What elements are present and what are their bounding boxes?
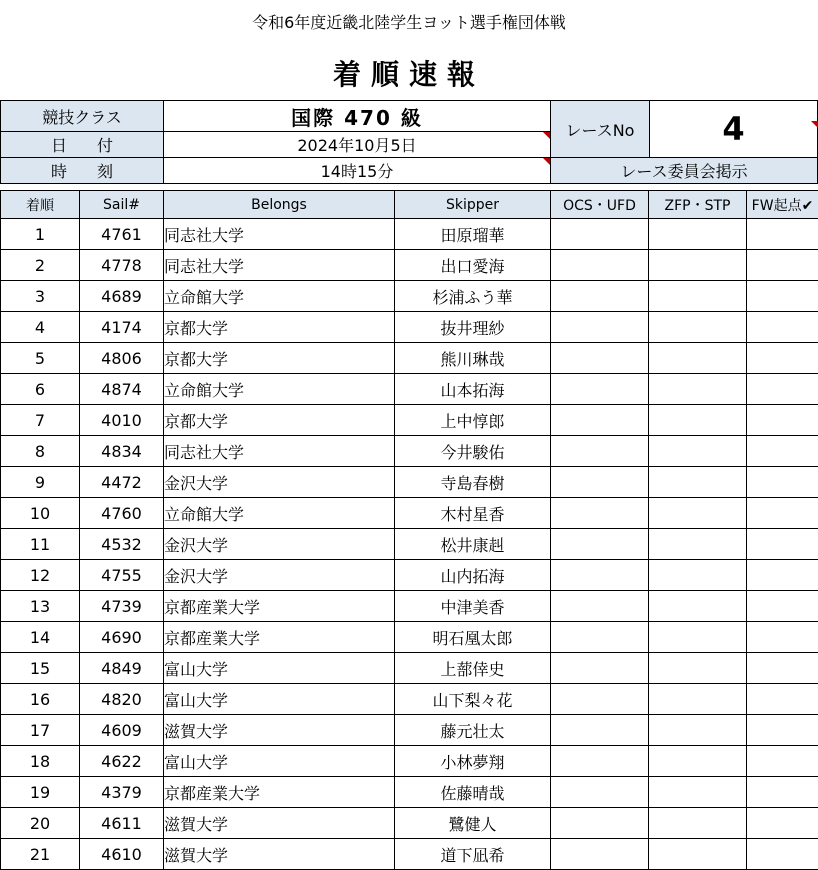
skipper-cell[interactable]: 藤元壮太 — [395, 715, 551, 746]
rank-cell[interactable]: 4 — [1, 312, 80, 343]
sail-number-cell[interactable]: 4379 — [80, 777, 164, 808]
sail-number-cell[interactable]: 4690 — [80, 622, 164, 653]
comment-marker-icon[interactable] — [543, 132, 550, 139]
results-body — [1, 219, 818, 870]
table-row — [1, 405, 818, 436]
zfp-stp-cell[interactable] — [649, 839, 747, 870]
zfp-stp-cell[interactable] — [649, 343, 747, 374]
table-row — [1, 343, 818, 374]
fw-check-cell[interactable] — [747, 250, 818, 281]
belongs-cell[interactable]: 同志社大学 — [164, 219, 395, 250]
date-value[interactable]: 2024年10月5日 — [163, 131, 551, 158]
column-header-sail[interactable]: Sail# — [80, 191, 164, 219]
zfp-stp-cell[interactable] — [649, 808, 747, 839]
rank-cell[interactable]: 14 — [1, 622, 80, 653]
table-header-row — [1, 191, 818, 219]
sail-number-cell[interactable]: 4610 — [80, 839, 164, 870]
fw-check-cell[interactable] — [747, 436, 818, 467]
rank-cell[interactable]: 11 — [1, 529, 80, 560]
rank-cell[interactable]: 17 — [1, 715, 80, 746]
ocs-ufd-cell[interactable] — [551, 529, 649, 560]
rank-cell[interactable]: 6 — [1, 374, 80, 405]
fw-check-cell[interactable] — [747, 219, 818, 250]
rank-cell[interactable]: 1 — [1, 219, 80, 250]
sail-number-cell[interactable]: 4532 — [80, 529, 164, 560]
zfp-stp-cell[interactable] — [649, 250, 747, 281]
zfp-stp-cell[interactable] — [649, 529, 747, 560]
ocs-ufd-cell[interactable] — [551, 250, 649, 281]
rank-cell[interactable]: 7 — [1, 405, 80, 436]
rank-cell[interactable]: 15 — [1, 653, 80, 684]
skipper-cell[interactable]: 佐藤晴哉 — [395, 777, 551, 808]
rank-cell[interactable]: 3 — [1, 281, 80, 312]
rank-cell[interactable]: 19 — [1, 777, 80, 808]
table-row — [1, 591, 818, 622]
rank-cell[interactable]: 16 — [1, 684, 80, 715]
table-row — [1, 467, 818, 498]
fw-check-cell[interactable] — [747, 405, 818, 436]
fw-check-cell[interactable] — [747, 281, 818, 312]
sail-number-cell[interactable]: 4760 — [80, 498, 164, 529]
table-row — [1, 684, 818, 715]
sail-number-cell[interactable]: 4874 — [80, 374, 164, 405]
ocs-ufd-cell[interactable] — [551, 374, 649, 405]
table-row — [1, 808, 818, 839]
table-row — [1, 498, 818, 529]
sail-number-cell[interactable]: 4755 — [80, 560, 164, 591]
zfp-stp-cell[interactable] — [649, 560, 747, 591]
column-header-belongs[interactable]: Belongs — [164, 191, 395, 219]
rank-cell[interactable]: 20 — [1, 808, 80, 839]
belongs-cell[interactable]: 金沢大学 — [164, 529, 395, 560]
table-row — [1, 777, 818, 808]
ocs-ufd-cell[interactable] — [551, 591, 649, 622]
fw-check-cell[interactable] — [747, 312, 818, 343]
rank-cell[interactable]: 9 — [1, 467, 80, 498]
belongs-cell[interactable]: 京都大学 — [164, 343, 395, 374]
fw-check-cell[interactable] — [747, 684, 818, 715]
sail-number-cell[interactable]: 4689 — [80, 281, 164, 312]
comment-marker-icon[interactable] — [543, 158, 550, 165]
fw-check-cell[interactable] — [747, 808, 818, 839]
comment-marker-icon[interactable] — [811, 121, 818, 128]
belongs-cell[interactable]: 滋賀大学 — [164, 715, 395, 746]
sail-number-cell[interactable]: 4778 — [80, 250, 164, 281]
ocs-ufd-cell[interactable] — [551, 839, 649, 870]
rank-cell[interactable]: 2 — [1, 250, 80, 281]
belongs-cell[interactable]: 京都大学 — [164, 312, 395, 343]
skipper-cell[interactable]: 出口愛海 — [395, 250, 551, 281]
table-row — [1, 529, 818, 560]
sail-number-cell[interactable]: 4472 — [80, 467, 164, 498]
belongs-cell[interactable]: 京都大学 — [164, 405, 395, 436]
ocs-ufd-cell[interactable] — [551, 684, 649, 715]
committee-notice-label[interactable]: レース委員会掲示 — [550, 157, 818, 184]
zfp-stp-cell[interactable] — [649, 591, 747, 622]
fw-check-cell[interactable] — [747, 715, 818, 746]
table-row — [1, 560, 818, 591]
zfp-stp-cell[interactable] — [649, 405, 747, 436]
belongs-cell[interactable]: 富山大学 — [164, 746, 395, 777]
fw-check-cell[interactable] — [747, 374, 818, 405]
belongs-cell[interactable]: 同志社大学 — [164, 436, 395, 467]
sail-number-cell[interactable]: 4834 — [80, 436, 164, 467]
table-row — [1, 312, 818, 343]
rank-cell[interactable]: 13 — [1, 591, 80, 622]
table-row — [1, 715, 818, 746]
skipper-cell[interactable]: 鷺健人 — [395, 808, 551, 839]
skipper-cell[interactable]: 抜井理紗 — [395, 312, 551, 343]
fw-check-cell[interactable] — [747, 653, 818, 684]
column-header-ocs-ufd[interactable]: OCS・UFD — [551, 191, 649, 219]
skipper-cell[interactable]: 山本拓海 — [395, 374, 551, 405]
ocs-ufd-cell[interactable] — [551, 312, 649, 343]
belongs-cell[interactable]: 京都産業大学 — [164, 591, 395, 622]
zfp-stp-cell[interactable] — [649, 281, 747, 312]
ocs-ufd-cell[interactable] — [551, 467, 649, 498]
fw-check-cell[interactable] — [747, 467, 818, 498]
zfp-stp-cell[interactable] — [649, 467, 747, 498]
sail-number-cell[interactable]: 4761 — [80, 219, 164, 250]
skipper-cell[interactable]: 山内拓海 — [395, 560, 551, 591]
skipper-cell[interactable]: 道下凪希 — [395, 839, 551, 870]
zfp-stp-cell[interactable] — [649, 498, 747, 529]
ocs-ufd-cell[interactable] — [551, 219, 649, 250]
skipper-cell[interactable]: 田原瑠華 — [395, 219, 551, 250]
column-header-fw-check[interactable]: FW起点✔ — [747, 191, 818, 219]
sail-number-cell[interactable]: 4609 — [80, 715, 164, 746]
zfp-stp-cell[interactable] — [649, 715, 747, 746]
zfp-stp-cell[interactable] — [649, 436, 747, 467]
time-value[interactable]: 14時15分 — [163, 157, 551, 184]
rank-cell[interactable]: 10 — [1, 498, 80, 529]
sail-number-cell[interactable]: 4849 — [80, 653, 164, 684]
belongs-cell[interactable]: 立命館大学 — [164, 281, 395, 312]
sail-number-cell[interactable]: 4611 — [80, 808, 164, 839]
fw-check-cell[interactable] — [747, 839, 818, 870]
ocs-ufd-cell[interactable] — [551, 808, 649, 839]
race-info-block — [0, 100, 818, 184]
zfp-stp-cell[interactable] — [649, 312, 747, 343]
fw-check-cell[interactable] — [747, 746, 818, 777]
table-row — [1, 281, 818, 312]
belongs-cell[interactable]: 京都産業大学 — [164, 622, 395, 653]
table-row — [1, 374, 818, 405]
sail-number-cell[interactable]: 4174 — [80, 312, 164, 343]
zfp-stp-cell[interactable] — [649, 219, 747, 250]
zfp-stp-cell[interactable] — [649, 374, 747, 405]
fw-check-cell[interactable] — [747, 560, 818, 591]
fw-check-cell[interactable] — [747, 777, 818, 808]
skipper-cell[interactable]: 今井駿佑 — [395, 436, 551, 467]
table-row — [1, 839, 818, 870]
time-label[interactable]: 時刻 — [0, 157, 164, 184]
belongs-cell[interactable]: 滋賀大学 — [164, 839, 395, 870]
class-label[interactable]: 競技クラス — [0, 100, 164, 132]
sail-number-cell[interactable]: 4622 — [80, 746, 164, 777]
skipper-cell[interactable]: 松井康赳 — [395, 529, 551, 560]
date-label[interactable]: 日付 — [0, 131, 164, 158]
rank-cell[interactable]: 12 — [1, 560, 80, 591]
class-value[interactable]: 国際 470 級 — [163, 100, 551, 132]
ocs-ufd-cell[interactable] — [551, 498, 649, 529]
skipper-cell[interactable]: 杉浦ふう華 — [395, 281, 551, 312]
rank-cell[interactable]: 8 — [1, 436, 80, 467]
skipper-cell[interactable]: 明石凰太郎 — [395, 622, 551, 653]
race-no-label[interactable]: レースNo — [550, 100, 650, 158]
skipper-cell[interactable]: 寺島春樹 — [395, 467, 551, 498]
ocs-ufd-cell[interactable] — [551, 653, 649, 684]
belongs-cell[interactable]: 滋賀大学 — [164, 808, 395, 839]
zfp-stp-cell[interactable] — [649, 653, 747, 684]
sail-number-cell[interactable]: 4820 — [80, 684, 164, 715]
rank-cell[interactable]: 5 — [1, 343, 80, 374]
ocs-ufd-cell[interactable] — [551, 746, 649, 777]
ocs-ufd-cell[interactable] — [551, 622, 649, 653]
ocs-ufd-cell[interactable] — [551, 777, 649, 808]
race-no-value[interactable]: 4 — [649, 100, 818, 158]
rank-cell[interactable]: 18 — [1, 746, 80, 777]
results-table — [0, 190, 818, 870]
ocs-ufd-cell[interactable] — [551, 281, 649, 312]
table-row — [1, 622, 818, 653]
zfp-stp-cell[interactable] — [649, 777, 747, 808]
belongs-cell[interactable]: 金沢大学 — [164, 560, 395, 591]
skipper-cell[interactable]: 木村星香 — [395, 498, 551, 529]
fw-check-cell[interactable] — [747, 529, 818, 560]
skipper-cell[interactable]: 小林夢翔 — [395, 746, 551, 777]
skipper-cell[interactable]: 上中惇郎 — [395, 405, 551, 436]
fw-check-cell[interactable] — [747, 498, 818, 529]
table-row — [1, 436, 818, 467]
rank-cell[interactable]: 21 — [1, 839, 80, 870]
ocs-ufd-cell[interactable] — [551, 715, 649, 746]
event-title: 令和6年度近畿北陸学生ヨット選手権団体戦 — [0, 10, 818, 33]
column-header-zfp-stp[interactable]: ZFP・STP — [649, 191, 747, 219]
skipper-cell[interactable]: 中津美香 — [395, 591, 551, 622]
fw-check-cell[interactable] — [747, 343, 818, 374]
zfp-stp-cell[interactable] — [649, 622, 747, 653]
column-header-skipper[interactable]: Skipper — [395, 191, 551, 219]
skipper-cell[interactable]: 上蔀倖史 — [395, 653, 551, 684]
belongs-cell[interactable]: 同志社大学 — [164, 250, 395, 281]
sail-number-cell[interactable]: 4739 — [80, 591, 164, 622]
table-row — [1, 219, 818, 250]
ocs-ufd-cell[interactable] — [551, 436, 649, 467]
ocs-ufd-cell[interactable] — [551, 560, 649, 591]
ocs-ufd-cell[interactable] — [551, 405, 649, 436]
belongs-cell[interactable]: 立命館大学 — [164, 374, 395, 405]
table-row — [1, 653, 818, 684]
page-title: 着順速報 — [0, 53, 818, 93]
fw-check-cell[interactable] — [747, 591, 818, 622]
ocs-ufd-cell[interactable] — [551, 343, 649, 374]
table-row — [1, 250, 818, 281]
belongs-cell[interactable]: 富山大学 — [164, 653, 395, 684]
belongs-cell[interactable]: 金沢大学 — [164, 467, 395, 498]
sail-number-cell[interactable]: 4806 — [80, 343, 164, 374]
skipper-cell[interactable]: 熊川琳哉 — [395, 343, 551, 374]
belongs-cell[interactable]: 立命館大学 — [164, 498, 395, 529]
fw-check-cell[interactable] — [747, 622, 818, 653]
column-header-rank[interactable]: 着順 — [1, 191, 80, 219]
belongs-cell[interactable]: 富山大学 — [164, 684, 395, 715]
table-row — [1, 746, 818, 777]
skipper-cell[interactable]: 山下梨々花 — [395, 684, 551, 715]
belongs-cell[interactable]: 京都産業大学 — [164, 777, 395, 808]
sail-number-cell[interactable]: 4010 — [80, 405, 164, 436]
zfp-stp-cell[interactable] — [649, 684, 747, 715]
zfp-stp-cell[interactable] — [649, 746, 747, 777]
